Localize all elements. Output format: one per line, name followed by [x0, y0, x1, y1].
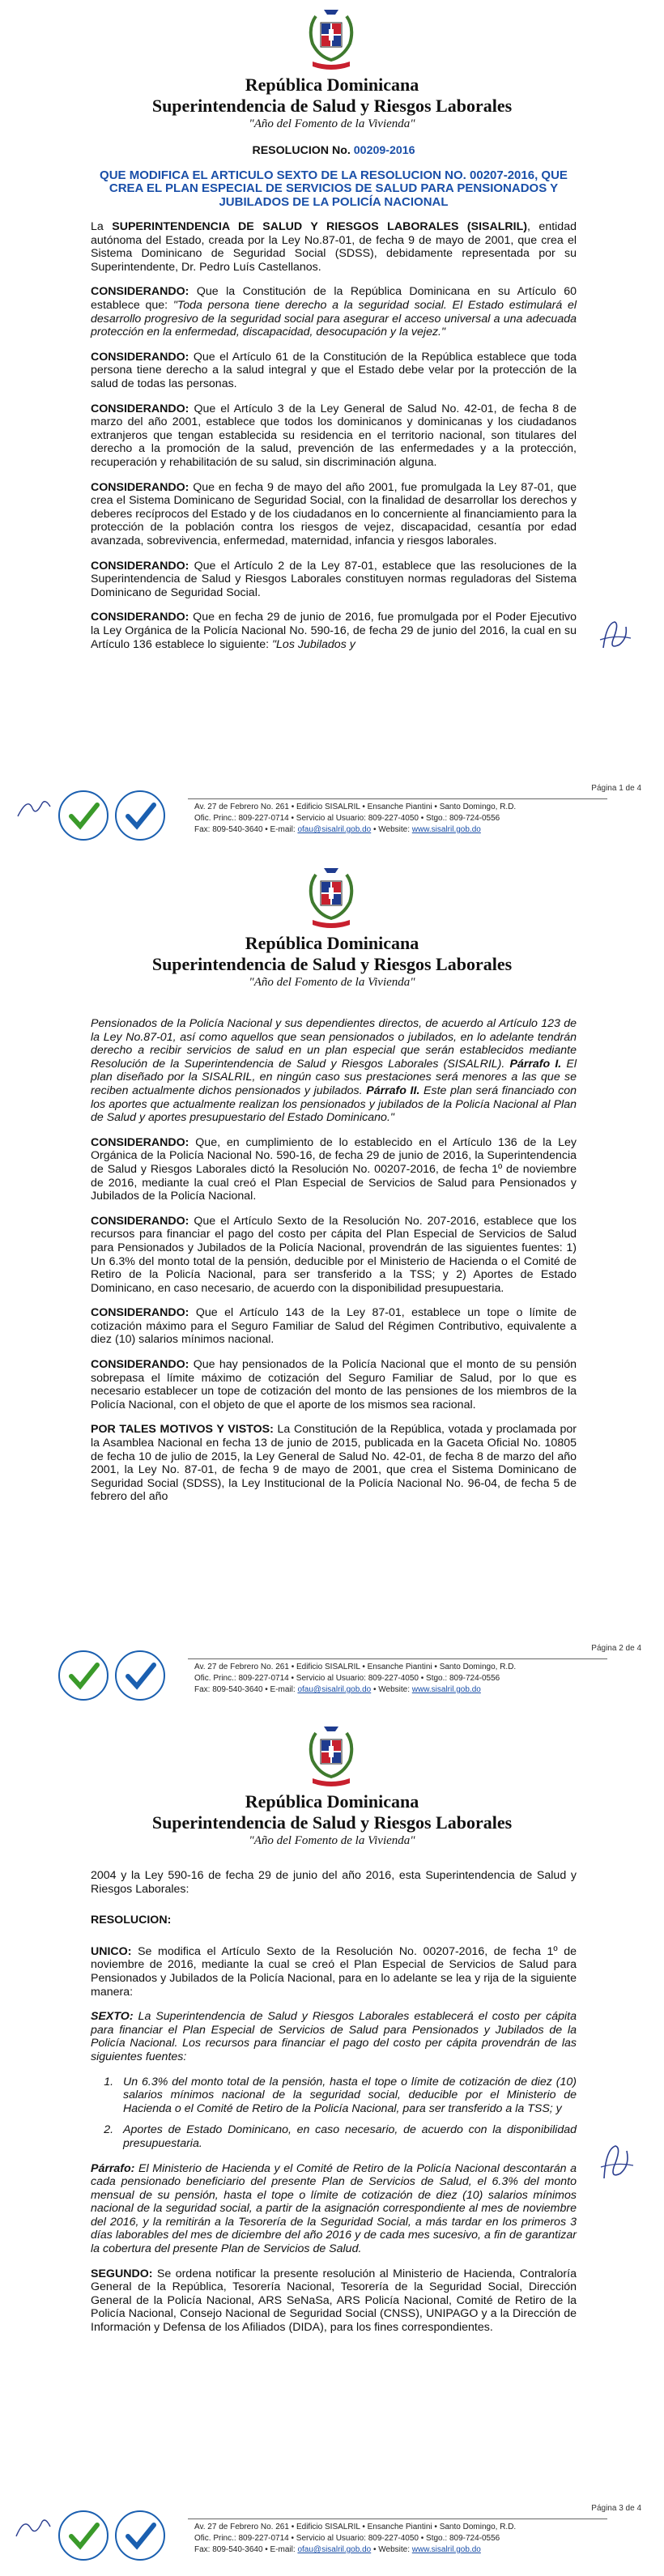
- footer-sep: • Website:: [371, 825, 412, 834]
- considerando-paragraph: [91, 611, 577, 651]
- footer-fax: Fax: 809-540-3640 • E-mail:: [194, 1685, 298, 1694]
- parrafo-label: Párrafo II.: [366, 1084, 420, 1097]
- list-item: 2. Aportes de Estado Dominicano, en caso necesario, de acuerdo con la disponibilidad presupuestaria.: [117, 2123, 577, 2150]
- considerando-text: Que el Artículo 61 de la Constitución de la República establece que toda persona tiene derecho a la salud integral y que el Estado debe velar por la protección de la salud de todas las personas.: [91, 350, 577, 391]
- considerando-label: CONSIDERANDO:: [91, 611, 189, 624]
- considerando-label: CONSIDERANDO:: [91, 1358, 189, 1372]
- unico-label: UNICO:: [91, 1944, 132, 1958]
- footer-line: Av. 27 de Febrero No. 261 • Edificio SISALRIL • Ensanche Piantini • Santo Domingo, R.D.: [194, 2523, 517, 2531]
- footer-line: [194, 2544, 516, 2556]
- considerando-paragraph: [91, 351, 577, 391]
- considerando-text: Que el Artículo 143 de la Ley 87-01, establece un tope o límite de cotización máximo para el Seguro Familiar de Salud del Régimen Contributivo, equivalente a diez (10) salarios mínimos nacional.: [91, 1306, 577, 1347]
- footer-website-link[interactable]: www.sisalril.gob.do: [411, 1685, 481, 1694]
- page-number: Página 3 de 4: [591, 2504, 641, 2513]
- page-2-body: [91, 1017, 577, 1515]
- considerando-text: Que el Artículo Sexto de la Resolución No. 207-2016, establece que los recursos para financiar el pago del costo per cápita del Plan Especial de Servicios de Salud para Pensionados y Jubilados de la Policía Nacional, provendrán de las siguientes fuentes: 1) Un 6.3% del monto total de la pensión, deducible por el Ministerio de Hacienda o el Comité de Retiro de la Policía Nacional, para ser transferido a la TSS; y 2) Aportes de Estado Dominicano, en caso necesario, de acuerdo con la disponibilidad presupuestaria.: [91, 1214, 577, 1295]
- considerando-quote: "Los Jubilados y: [272, 637, 355, 651]
- footer-sep: • Website:: [371, 1685, 412, 1694]
- year-motto: "Año del Fomento de la Vivienda": [249, 1834, 415, 1847]
- considerando-paragraph: [91, 481, 577, 548]
- footer-line: [194, 824, 516, 836]
- considerando-label: CONSIDERANDO:: [91, 285, 189, 299]
- footer-address: [194, 1662, 516, 1696]
- coat-of-arms-icon: [304, 8, 358, 71]
- footer-divider: [188, 1658, 607, 1659]
- footer-website-link[interactable]: www.sisalril.gob.do: [411, 2545, 481, 2554]
- considerando-paragraph: [91, 1306, 577, 1347]
- resolution-number: 00209-2016: [353, 144, 415, 157]
- resolution-title: QUE MODIFICA EL ARTICULO SEXTO DE LA RESOLUCION NO. 00207-2016, QUE CREA EL PLAN ESPECIAL DE SERVICIOS DE SALUD PARA PENSIONADOS Y JUBILADOS DE LA POLICÍA NACIONAL: [100, 168, 568, 209]
- vistos-text: La Constitución de la República, votada y proclamada por la Asamblea Nacional en fecha 13 de junio de 2015, publicada en la Gaceta Oficial No. 10805 de fecha 10 de julio de 2015, la Ley General de Salud No. 42-01, de fecha 8 de marzo del año 2001, la Ley No. 87-01, de fecha 9 de mayo de 2001, que crea el Sistema Dominicano de Seguridad Social (SDSS), la Ley Institucional de la Policía Nacional No. 96-04, de fecha 5 de febrero del año: [91, 1423, 577, 1504]
- footer-line: [194, 1684, 516, 1696]
- page-footer: [0, 1644, 664, 1709]
- country-name: República Dominicana: [245, 1791, 419, 1812]
- considerando-label: CONSIDERANDO:: [91, 1135, 189, 1149]
- footer-line: Ofic. Princ.: 809-227-0714 • Servicio al Usuario: 809-227-4050 • Stgo.: 809-724-0556: [194, 1674, 500, 1683]
- considerando-label: CONSIDERANDO:: [91, 559, 189, 573]
- parrafo-text: El Ministerio de Hacienda y el Comité de Retiro de la Policía Nacional descontarán a cada pensionado beneficiario del presente Plan de Servicios de Salud, el 6.3% del monto mensual de su pensión, hasta el tope o límite de cotización de diez (10) salarios mínimos nacional de la seguridad social, a partir de la asignación correspondiente al mes de noviembre del 2016, y la remitirán a la Tesorería de la Seguridad Social, a más tardar en los primeros 3 días laborables del mes de diciembre del año 2016 y de cada mes sucesivo, a fin de garantizar la cobertura del presente Plan de Servicios de Salud.: [91, 2161, 577, 2256]
- intro-paragraph: [91, 220, 577, 274]
- considerando-text: Que, en cumplimiento de lo establecido en el Artículo 136 de la Ley Orgánica de la Policía Nacional No. 590-16, de fecha 29 de junio de 2016, la Superintendencia de Salud y Riesgos Laborales dictó la Resolución No. 00207-2016, de fecha 1º de noviembre de 2016, mediante la cual creó el Plan Especial de Servicios de Salud para Pensionados y Jubilados de la Policía Nacional.: [91, 1135, 577, 1203]
- agency-name: Superintendencia de Salud y Riesgos Laborales: [151, 96, 513, 116]
- considerando-text: Que hay pensionados de la Policía Nacional que el monto de su pensión sobrepasa el límite máximo de cotización del Seguro Familiar de Salud, por lo que es necesario establecer un tope de cotización del monto de las pensiones de los miembros de la Policía Nacional, con el objeto de que el aporte de los mismos sea racional.: [91, 1358, 577, 1411]
- intro-text: , entidad autónoma del Estado, creada por la Ley No.87-01, de fecha 9 de mayo de 2001, que crea el Sistema Dominicano de Seguridad Social (SDSS), debidamente representada por su Superintendente, Dr. Pedro Luís Castellanos.: [91, 220, 577, 274]
- considerando-text: Que el Artículo 3 de la Ley General de Salud No. 42-01, de fecha 8 de marzo del año 2001, establece que todos los dominicanos y dominicanas y los ciudadanos extranjeros que tengan establecida su residencia en el territorio nacional, son titulares del derecho a la promoción de la salud, prevención de las enfermedades y a la protección, recuperación y rehabilitación de su salud, sin discriminación alguna.: [91, 402, 577, 469]
- page-3: [0, 1717, 664, 2576]
- footer-address: [194, 802, 516, 836]
- segundo-paragraph: [91, 2267, 577, 2335]
- page-1-body: [91, 144, 577, 662]
- footer-sep: • Website:: [371, 2545, 412, 2554]
- considerando-paragraph: [91, 402, 577, 470]
- coat-of-arms-icon: [304, 1725, 358, 1788]
- footer-address: [194, 2522, 516, 2556]
- considerando-paragraph: [91, 1358, 577, 1411]
- initials-signature-icon: [598, 2138, 636, 2186]
- country-name: República Dominicana: [245, 75, 419, 95]
- iso-badge-icon: [113, 1649, 167, 1702]
- footer-fax: Fax: 809-540-3640 • E-mail:: [194, 825, 298, 834]
- considerando-label: CONSIDERANDO:: [91, 402, 189, 415]
- page-number: Página 1 de 4: [591, 784, 641, 793]
- footer-website-link[interactable]: www.sisalril.gob.do: [411, 825, 481, 834]
- footer-line: Ofic. Princ.: 809-227-0714 • Servicio al Usuario: 809-227-4050 • Stgo.: 809-724-0556: [194, 2534, 500, 2543]
- agency-name: Superintendencia de Salud y Riesgos Laborales: [151, 954, 513, 974]
- resolution-heading: [91, 144, 577, 158]
- footer-email-link[interactable]: ofau@sisalril.gob.do: [297, 825, 372, 834]
- considerando-label: CONSIDERANDO:: [91, 1214, 189, 1228]
- page-footer: [0, 784, 664, 849]
- quote-text: Pensionados de la Policía Nacional y sus dependientes directos, de acuerdo al Artículo 123 de la Ley No.87-01, así como aquellos que sean pensionados o jubilados, en lo adelante tendrán derecho a recibir servicios de salud en un plan especial que serán establecidos mediante Resolución de la Superintendencia de Salud y Riesgos Laborales (SISALRIL).: [91, 1017, 577, 1071]
- resolucion-heading: RESOLUCION:: [91, 1914, 172, 1927]
- footer-line: Av. 27 de Febrero No. 261 • Edificio SISALRIL • Ensanche Piantini • Santo Domingo, R.D.: [194, 803, 517, 811]
- list-item: 1. Un 6.3% del monto total de la pensión, hasta el tope o límite de cotización de diez (10) salarios mínimos nacional de la seguridad social, deducible por el Ministerio de Hacienda o el Comité de Retiro de la Policía Nacional, para ser transferido a la TSS; y: [117, 2076, 577, 2116]
- sexto-text: La Superintendencia de Salud y Riesgos Laborales establecerá el costo per cápita para financiar el Plan Especial de Servicios de Salud para Pensionados y Jubilados de la Policía Nacional. Los recursos para financiar el pago del costo per cápita provendrán de las siguientes fuentes:: [91, 2010, 577, 2063]
- initials-signature-icon: [15, 792, 53, 824]
- footer-line: Ofic. Princ.: 809-227-0714 • Servicio al Usuario: 809-227-4050 • Stgo.: 809-724-0556: [194, 814, 500, 823]
- quote-text: El plan diseñado por la SISALRIL, en ningún caso sus prestaciones será menores a las que se reciben actualmente dichos pensionados y jubilados.: [91, 1057, 577, 1097]
- considerando-label: CONSIDERANDO:: [91, 480, 189, 494]
- page-1: [0, 0, 664, 858]
- considerando-paragraph: [91, 1136, 577, 1203]
- quote-continuation: [91, 1017, 577, 1125]
- considerando-paragraph: [91, 560, 577, 600]
- intro-entity: SUPERINTENDENCIA DE SALUD Y RIESGOS LABORALES (SISALRIL): [112, 220, 527, 234]
- considerando-paragraph: [91, 1215, 577, 1296]
- parrafo-label: Párrafo I.: [509, 1057, 562, 1071]
- segundo-text: Se ordena notificar la presente resolución al Ministerio de Hacienda, Contraloría General de la República, Tesorería Nacional, Tesorería de la Seguridad Social, Dirección General de la Policía Nacional, ARS SeNaSa, ARS Policía Nacional, Comité de Retiro de la Policía Nacional, Consejo Nacional de Seguridad Social (CNSS), UNIPAGO y a la Dirección de Información y Defensa de los Afiliados (DIDA), para los fines correspondientes.: [91, 2267, 577, 2335]
- country-name: República Dominicana: [245, 933, 419, 953]
- initials-signature-icon: [13, 2510, 53, 2544]
- page-2: [0, 858, 664, 1717]
- sexto-label: SEXTO:: [91, 2010, 134, 2024]
- footer-line: Av. 27 de Febrero No. 261 • Edificio SISALRIL • Ensanche Piantini • Santo Domingo, R.D.: [194, 1663, 517, 1671]
- certification-badge-icon: [57, 789, 110, 842]
- resolution-label: RESOLUCION No.: [252, 144, 351, 157]
- coat-of-arms-icon: [304, 866, 358, 930]
- parrafo-label: Párrafo:: [91, 2161, 135, 2175]
- considerando-text: Que en fecha 9 de mayo del año 2001, fue promulgada la Ley 87-01, que crea el Sistema Dominicano de Seguridad Social, con la finalidad de desarrollar los derechos y deberes recíprocos del Estado y de los ciudadanos en lo concerniente al financiamiento para la protección de la población contra los riesgos de vejez, discapacidad, cesantía por edad avanzada, sobrevivencia, enfermedad, maternidad, infancia y riesgos laborales.: [91, 480, 577, 547]
- vistos-label: POR TALES MOTIVOS Y VISTOS:: [91, 1423, 274, 1437]
- considerando-label: CONSIDERANDO:: [91, 350, 189, 364]
- footer-email-link[interactable]: ofau@sisalril.gob.do: [297, 1685, 372, 1694]
- considerando-text: Que la Constitución de la República Dominicana en su Artículo 60 establece que:: [91, 285, 577, 313]
- funding-sources-list: [91, 2076, 577, 2151]
- page-number: Página 2 de 4: [591, 1644, 641, 1653]
- quote-text: Este plan será financiado con los aportes que actualmente realizan los pensionados y jubilados de la Policía Nacional al Plan de Salud y aportes presupuestario del Estado Dominicano.": [91, 1084, 577, 1125]
- iso-badge-icon: [113, 789, 167, 842]
- parrafo-paragraph: [91, 2162, 577, 2256]
- page-3-body: [91, 1869, 577, 2346]
- segundo-label: SEGUNDO:: [91, 2267, 153, 2280]
- vistos-continuation: 2004 y la Ley 590-16 de fecha 29 de junio del año 2016, esta Superintendencia de Salud y Riesgos Laborales:: [91, 1869, 577, 1896]
- footer-divider: [188, 798, 607, 799]
- footer-fax: Fax: 809-540-3640 • E-mail:: [194, 2545, 298, 2554]
- certification-badge-icon: [57, 1649, 110, 1702]
- agency-name: Superintendencia de Salud y Riesgos Laborales: [151, 1812, 513, 1833]
- year-motto: "Año del Fomento de la Vivienda": [249, 976, 415, 989]
- initials-signature-icon: [595, 615, 636, 656]
- considerando-text: Que el Artículo 2 de la Ley 87-01, establece que las resoluciones de la Superintendencia de Salud y Riesgos Laborales constituyen normas reguladoras del Sistema Dominicano de Seguridad Social.: [91, 559, 577, 599]
- sexto-paragraph: [91, 2010, 577, 2063]
- year-motto: "Año del Fomento de la Vivienda": [249, 117, 415, 130]
- footer-email-link[interactable]: ofau@sisalril.gob.do: [297, 2545, 372, 2554]
- considerando-paragraph: [91, 285, 577, 338]
- vistos-paragraph: [91, 1423, 577, 1504]
- certification-badge-icon: [57, 2509, 110, 2562]
- considerando-label: CONSIDERANDO:: [91, 1306, 189, 1320]
- page-footer: [0, 2504, 664, 2569]
- unico-paragraph: [91, 1945, 577, 1999]
- considerando-quote: "Toda persona tiene derecho a la seguridad social. El Estado estimulará el desarrollo progresivo de la seguridad social para asegurar el acceso universal a una adecuada protección en la enfermedad, discapacidad, desocupación y la vejez.": [91, 299, 577, 339]
- iso-badge-icon: [113, 2509, 167, 2562]
- intro-pre: La: [91, 220, 104, 234]
- unico-text: Se modifica el Artículo Sexto de la Resolución No. 00207-2016, de fecha 1º de noviembre de 2016, mediante la cual se creó el Plan Especial de Servicios de Salud para Pensionados y Jubilados de la Policía Nacional, para en lo adelante se lea y rija de la siguiente manera:: [91, 1944, 577, 1999]
- considerando-text: Que en fecha 29 de junio de 2016, fue promulgada por el Poder Ejecutivo la Ley Orgánica de la Policía Nacional No. 590-16, de fecha 29 de junio del 2016, la cual en su Artículo 136 establece lo siguiente:: [91, 611, 577, 651]
